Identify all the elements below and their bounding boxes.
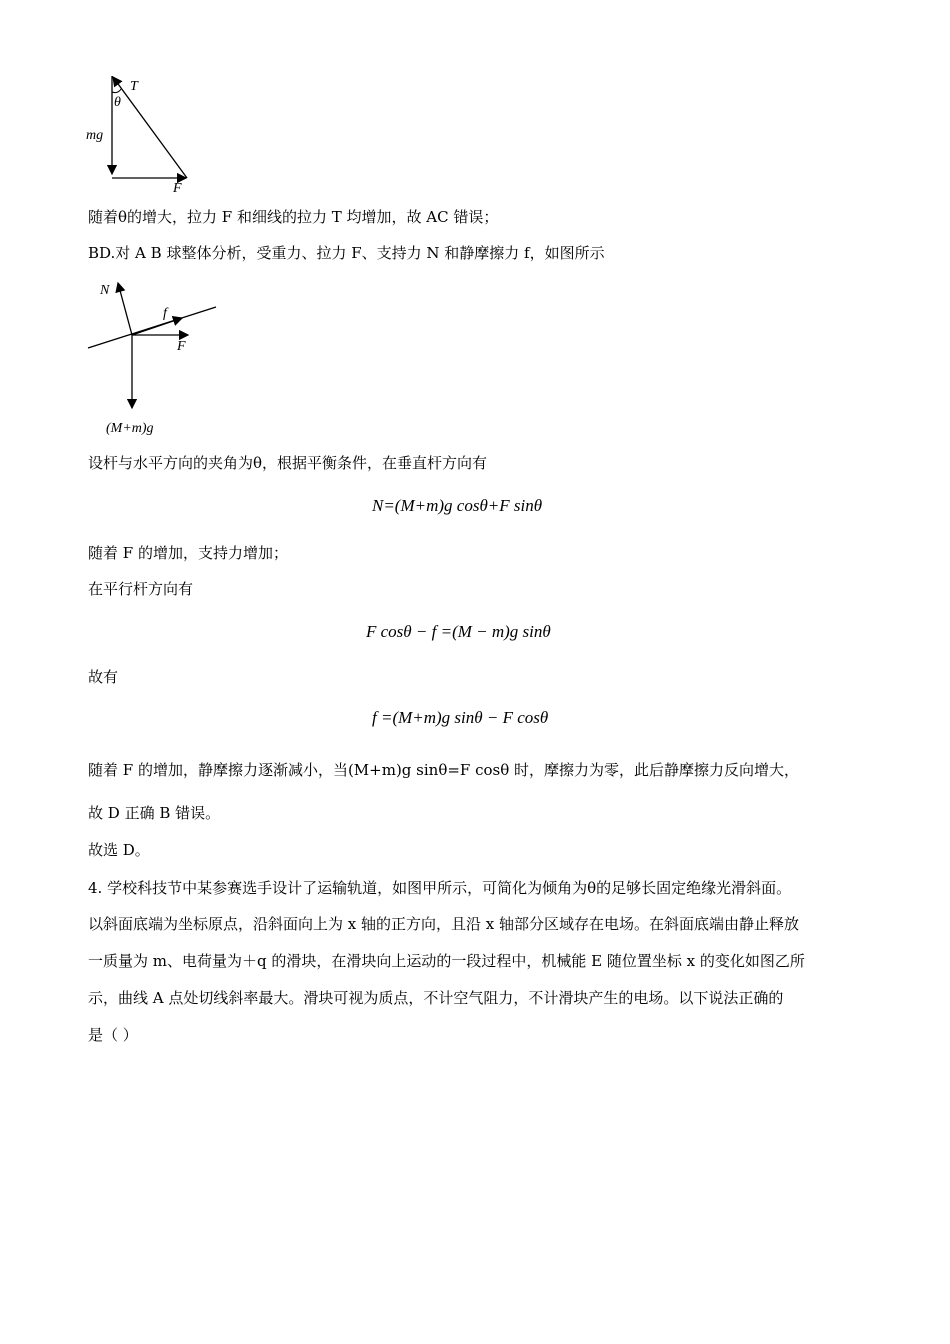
text-line-4: 随着 F 的增加，支持力增加； [88, 544, 288, 562]
text-line-7: 随着 F 的增加，静摩擦力逐渐减小，当(M+m)g sinθ=F cosθ 时，摩擦力为零，此后静摩擦力反向增大， [88, 761, 800, 779]
force-triangle-diagram [84, 70, 204, 195]
text-line-9: 故选 D。 [88, 841, 150, 859]
label-Mmg: (M+m)g [106, 421, 154, 436]
equation-1: N=(M+m)g cosθ+F sinθ [372, 496, 543, 515]
text-line-6: 故有 [88, 668, 119, 686]
question-4-line-3: 一质量为 m、电荷量为＋q 的滑块，在滑块向上运动的一段过程中，机械能 E 随位置坐标 x 的变化如图乙所 [88, 952, 805, 970]
label-N: N [100, 283, 110, 298]
text-line-1: 随着θ的增大，拉力 F 和细线的拉力 T 均增加，故 AC 错误； [88, 208, 499, 226]
text-line-2: BD.对 A B 球整体分析，受重力、拉力 F、支持力 N 和静摩擦力 f，如图所示 [88, 244, 605, 262]
question-4-line-4: 示，曲线 A 点处切线斜率最大。滑块可视为质点，不计空气阻力，不计滑块产生的电场。以下说法正确的 [88, 989, 784, 1007]
text-line-8: 故 D 正确 B 错误。 [88, 804, 221, 822]
equation-2: F cosθ − f =(M − m)g sinθ [366, 622, 551, 641]
rod-force-diagram [86, 275, 226, 440]
label-F: F [177, 339, 186, 354]
equation-3: f =(M+m)g sinθ − F cosθ [372, 708, 549, 727]
question-4-line-5: 是（ ） [88, 1026, 138, 1044]
text-line-5: 在平行杆方向有 [88, 580, 194, 598]
text-line-3: 设杆与水平方向的夹角为θ，根据平衡条件，在垂直杆方向有 [88, 454, 488, 472]
label-T: T [130, 79, 138, 94]
label-f: f [163, 306, 167, 321]
question-4-line-1: 4. 学校科技节中某参赛选手设计了运输轨道，如图甲所示，可简化为倾角为θ的足够长固定绝缘光滑斜面。 [88, 879, 792, 897]
label-mg: mg [86, 128, 104, 143]
label-F: F [173, 181, 182, 195]
question-4-line-2: 以斜面底端为坐标原点，沿斜面向上为 x 轴的正方向，且沿 x 轴部分区域存在电场。在斜面底端由静止释放 [88, 915, 799, 933]
label-theta: θ [114, 95, 121, 110]
